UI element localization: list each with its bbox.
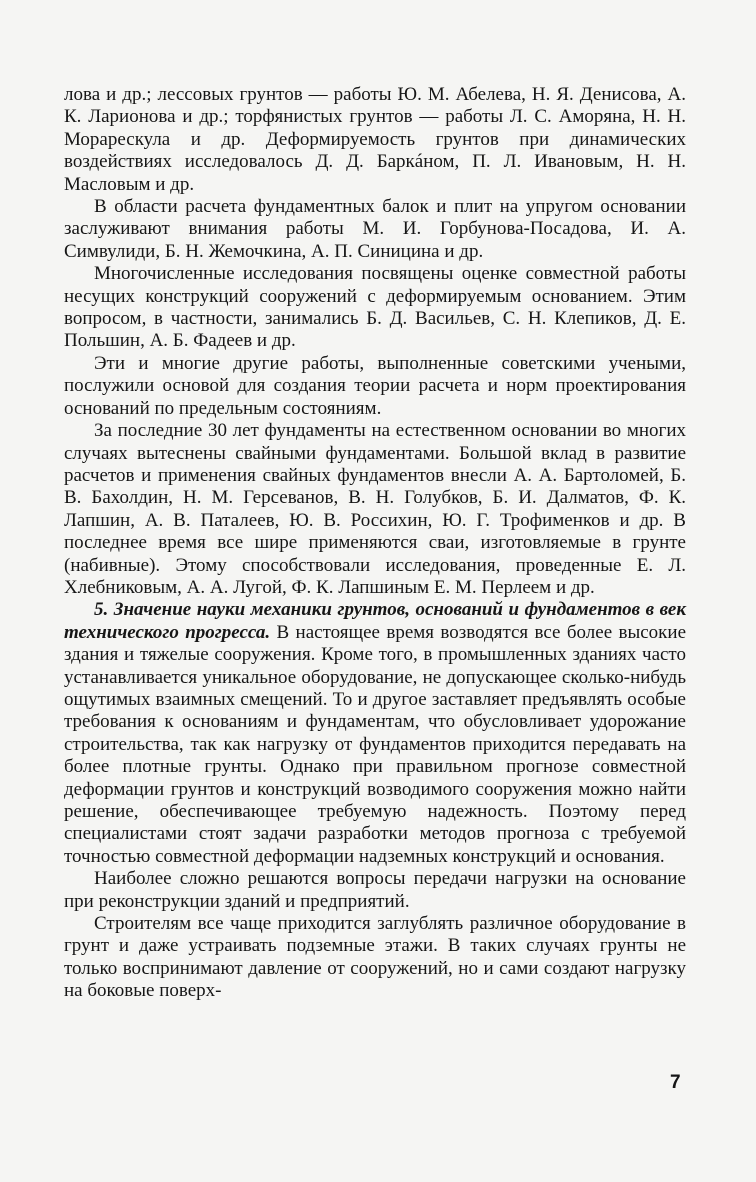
paragraph-continuation: лова и др.; лессовых грунтов — работы Ю. М. Абелева, Н. Я. Денисова, А. К. Ларионова и др.; торфянистых грунтов — работы Л. С. Аморяна, Н. Н. Морарескула и др. Деформируемость грунтов при динамических воздействиях исследовалось Д. Д. Баркáном, П. Л. Ивановым, Н. Н. Масловым и др. — [64, 84, 686, 195]
page-number: 7 — [670, 1072, 681, 1093]
paragraph-elastic-foundation: В области расчета фундаментных балок и плит на упругом основании заслуживают внимания работы М. И. Горбунова-Посадова, И. А. Симвулиди, Б. Н. Жемочкина, А. П. Синицина и др. — [64, 196, 686, 262]
section-5-paragraph — [64, 599, 686, 868]
paragraph-underground: Строителям все чаще приходится заглублять различное оборудование в грунт и даже устраивать подземные этажи. В таких случаях грунты не только воспринимают давление от сооружений, но и сами создают нагрузку на боковые поверх- — [64, 913, 686, 1002]
paragraph-soviet-scientists: Эти и многие другие работы, выполненные советскими учеными, послужили основой для создания теории расчета и норм проектирования оснований по предельным состояниям. — [64, 352, 686, 419]
section-5-heading: 5. Значение науки механики грунтов, оснований и фундаментов в век технического прогресса. — [64, 599, 686, 643]
page-body — [64, 84, 686, 1003]
section-5-text: В настоящее время возводятся все более высокие здания и тяжелые сооружения. Кроме того, в промышленных зданиях часто устанавливается уникальное оборудование, не допускающее сколько-нибудь ощутимых взаимных смещений. То и другое заставляет предъявлять особые требования к основаниям и фундаментам, что обусловливает удорожание строительства, так как нагрузку от фундаментов приходится передавать на более плотные грунты. Однако при правильном прогнозе совместной деформации грунтов и конструкций возводимого сооружения можно найти решение, обеспечивающее требуемую надежность. Поэтому перед специалистами стоят задачи разработки методов прогноза с требуемой точностью совместной деформации надземных конструкций и основания. — [64, 621, 687, 867]
paragraph-joint-work: Многочисленные исследования посвящены оценке совместной работы несущих конструкций сооружений с деформируемым основанием. Этим вопросом, в частности, занимались Б. Д. Васильев, С. Н. Клепиков, Д. Е. Польшин, А. Б. Фадеев и др. — [64, 263, 686, 352]
paragraph-reconstruction: Наиболее сложно решаются вопросы передачи нагрузки на основание при реконструкции зданий и предприятий. — [64, 868, 686, 912]
paragraph-pile-foundations: За последние 30 лет фундаменты на естественном основании во многих случаях вытеснены свайными фундаментами. Большой вклад в развитие расчетов и применения свайных фундаментов внесли А. А. Бартоломей, Б. В. Бахолдин, Н. М. Герсеванов, В. Н. Голубков, Б. И. Далматов, Ф. К. Лапшин, А. В. Паталеев, Ю. В. Россихин, Ю. Г. Трофименков и др. В последнее время все шире применяются сваи, изготовляемые в грунте (набивные). Этому способствовали исследования, проведенные Е. Л. Хлебниковым, А. А. Лугой, Ф. К. Лапшиным Е. М. Перлеем и др. — [64, 420, 686, 598]
